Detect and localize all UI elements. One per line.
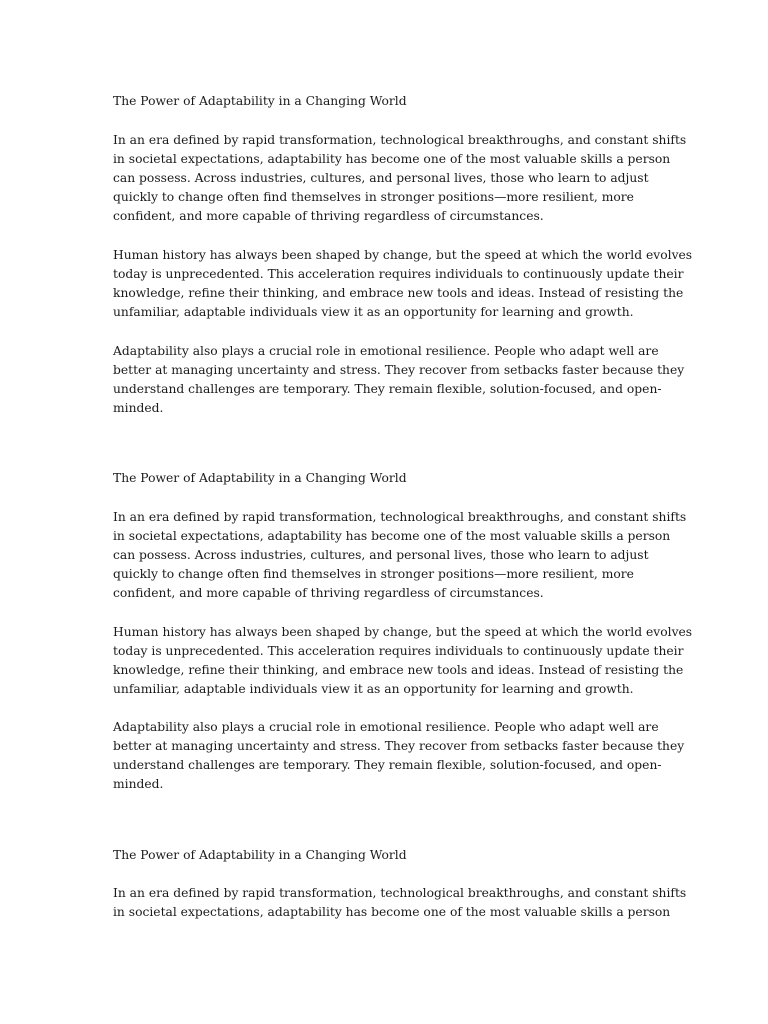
text-line: understand challenges are temporary. They remain flexible, solution-focused, and open- [113,758,662,772]
text-line: minded. [113,401,164,415]
text-line: understand challenges are temporary. They remain flexible, solution-focused, and open- [113,382,662,396]
section-title: The Power of Adaptability in a Changing World [113,471,407,485]
text-line: In an era defined by rapid transformation, technological breakthroughs, and constant shifts [113,510,687,524]
paragraph [113,342,685,418]
text-line: today is unprecedented. This acceleration requires individuals to continuously update their [113,267,684,281]
section-title: The Power of Adaptability in a Changing World [113,94,407,108]
text-line: Human history has always been shaped by change, but the speed at which the world evolves [113,625,693,639]
text-line: confident, and more capable of thriving regardless of circumstances. [113,586,544,600]
text-line: Adaptability also plays a crucial role in emotional resilience. People who adapt well are [113,344,659,358]
paragraph [113,718,685,794]
text-line: Human history has always been shaped by change, but the speed at which the world evolves [113,248,693,262]
text-line: minded. [113,777,164,791]
paragraph [113,884,687,922]
text-line: better at managing uncertainty and stress. They recover from setbacks faster because they [113,739,685,753]
paragraph [113,508,687,603]
text-line: In an era defined by rapid transformation, technological breakthroughs, and constant shifts [113,133,687,147]
text-line: unfamiliar, adaptable individuals view it as an opportunity for learning and growth. [113,305,634,319]
text-line: in societal expectations, adaptability has become one of the most valuable skills a person [113,529,671,543]
text-line: quickly to change often find themselves in stronger positions—more resilient, more [113,190,634,204]
paragraph [113,246,693,322]
text-line: unfamiliar, adaptable individuals view it as an opportunity for learning and growth. [113,682,634,696]
paragraph [113,131,687,226]
text-line: knowledge, refine their thinking, and embrace new tools and ideas. Instead of resisting the [113,663,684,677]
text-line: in societal expectations, adaptability has become one of the most valuable skills a person [113,905,671,919]
text-line: confident, and more capable of thriving regardless of circumstances. [113,209,544,223]
text-line: in societal expectations, adaptability has become one of the most valuable skills a person [113,152,671,166]
paragraph [113,623,693,699]
text-line: Adaptability also plays a crucial role in emotional resilience. People who adapt well are [113,720,659,734]
text-line: knowledge, refine their thinking, and embrace new tools and ideas. Instead of resisting the [113,286,684,300]
text-line: In an era defined by rapid transformation, technological breakthroughs, and constant shifts [113,886,687,900]
text-line: can possess. Across industries, cultures, and personal lives, those who learn to adjust [113,171,649,185]
section-title: The Power of Adaptability in a Changing World [113,848,407,862]
text-line: can possess. Across industries, cultures, and personal lives, those who learn to adjust [113,548,649,562]
text-line: today is unprecedented. This acceleration requires individuals to continuously update their [113,644,684,658]
text-line: better at managing uncertainty and stress. They recover from setbacks faster because they [113,363,685,377]
text-line: quickly to change often find themselves in stronger positions—more resilient, more [113,567,634,581]
